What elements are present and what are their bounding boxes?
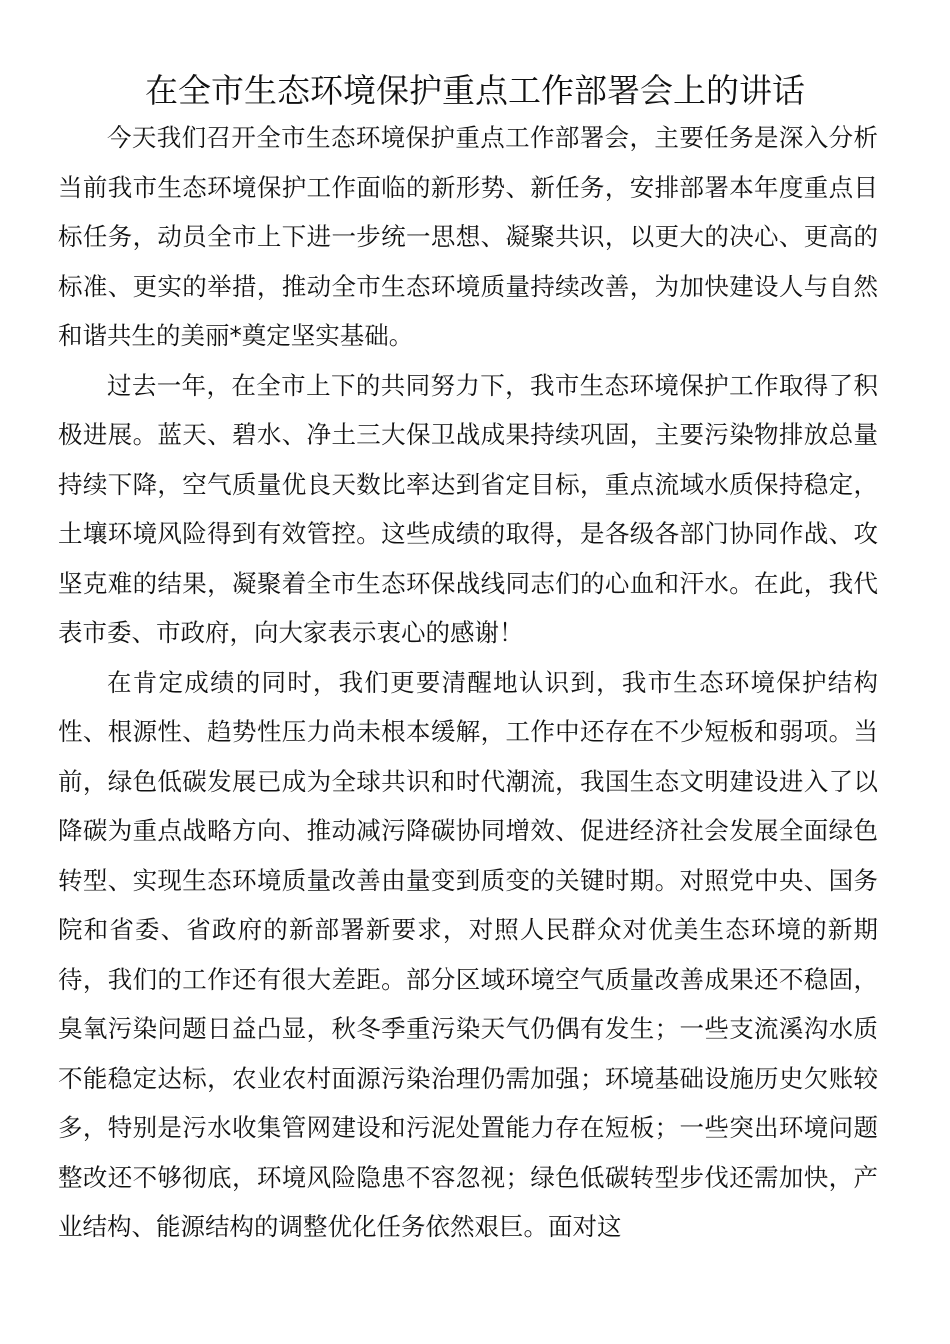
- document-title: 在全市生态环境保护重点工作部署会上的讲话: [145, 71, 805, 110]
- paragraph-achievements: 过去一年，在全市上下的共同努力下，我市生态环境保护工作取得了积极进展。蓝天、碧水、净土三大保卫战成果持续巩固，主要污染物排放总量持续下降，空气质量优良天数比率达到省定目标，重点流域水质保持稳定，土壤环境风险得到有效管控。这些成绩的取得，是各级各部门协同作战、攻坚克难的结果，凝聚着全市生态环保战线同志们的心血和汗水。在此，我代表市委、市政府，向大家表示衷心的感谢！: [58, 370, 878, 647]
- paragraph-opening: 今天我们召开全市生态环境保护重点工作部署会，主要任务是深入分析当前我市生态环境保护工作面临的新形势、新任务，安排部署本年度重点目标任务，动员全市上下进一步统一思想、凝聚共识，以更大的决心、更高的标准、更实的举措，推动全市生态环境质量持续改善，为加快建设人与自然和谐共生的美丽*奠定坚实基础。: [58, 123, 878, 350]
- paragraph-challenges: 在肯定成绩的同时，我们更要清醒地认识到，我市生态环境保护结构性、根源性、趋势性压力尚未根本缓解，工作中还存在不少短板和弱项。当前，绿色低碳发展已成为全球共识和时代潮流，我国生态文明建设进入了以降碳为重点战略方向、推动减污降碳协同增效、促进经济社会发展全面绿色转型、实现生态环境质量改善由量变到质变的关键时期。对照党中央、国务院和省委、省政府的新部署新要求，对照人民群众对优美生态环境的新期待，我们的工作还有很大差距。部分区域环境空气质量改善成果还不稳固，臭氧污染问题日益凸显，秋冬季重污染天气仍偶有发生；一些支流溪沟水质不能稳定达标，农业农村面源污染治理仍需加强；环境基础设施历史欠账较多，特别是污水收集管网建设和污泥处置能力存在短板；一些突出环境问题整改还不够彻底，环境风险隐患不容忽视；绿色低碳转型步伐还需加快，产业结构、能源结构的调整优化任务依然艰巨。面对这: [58, 667, 878, 1241]
- document-body: [58, 113, 878, 1252]
